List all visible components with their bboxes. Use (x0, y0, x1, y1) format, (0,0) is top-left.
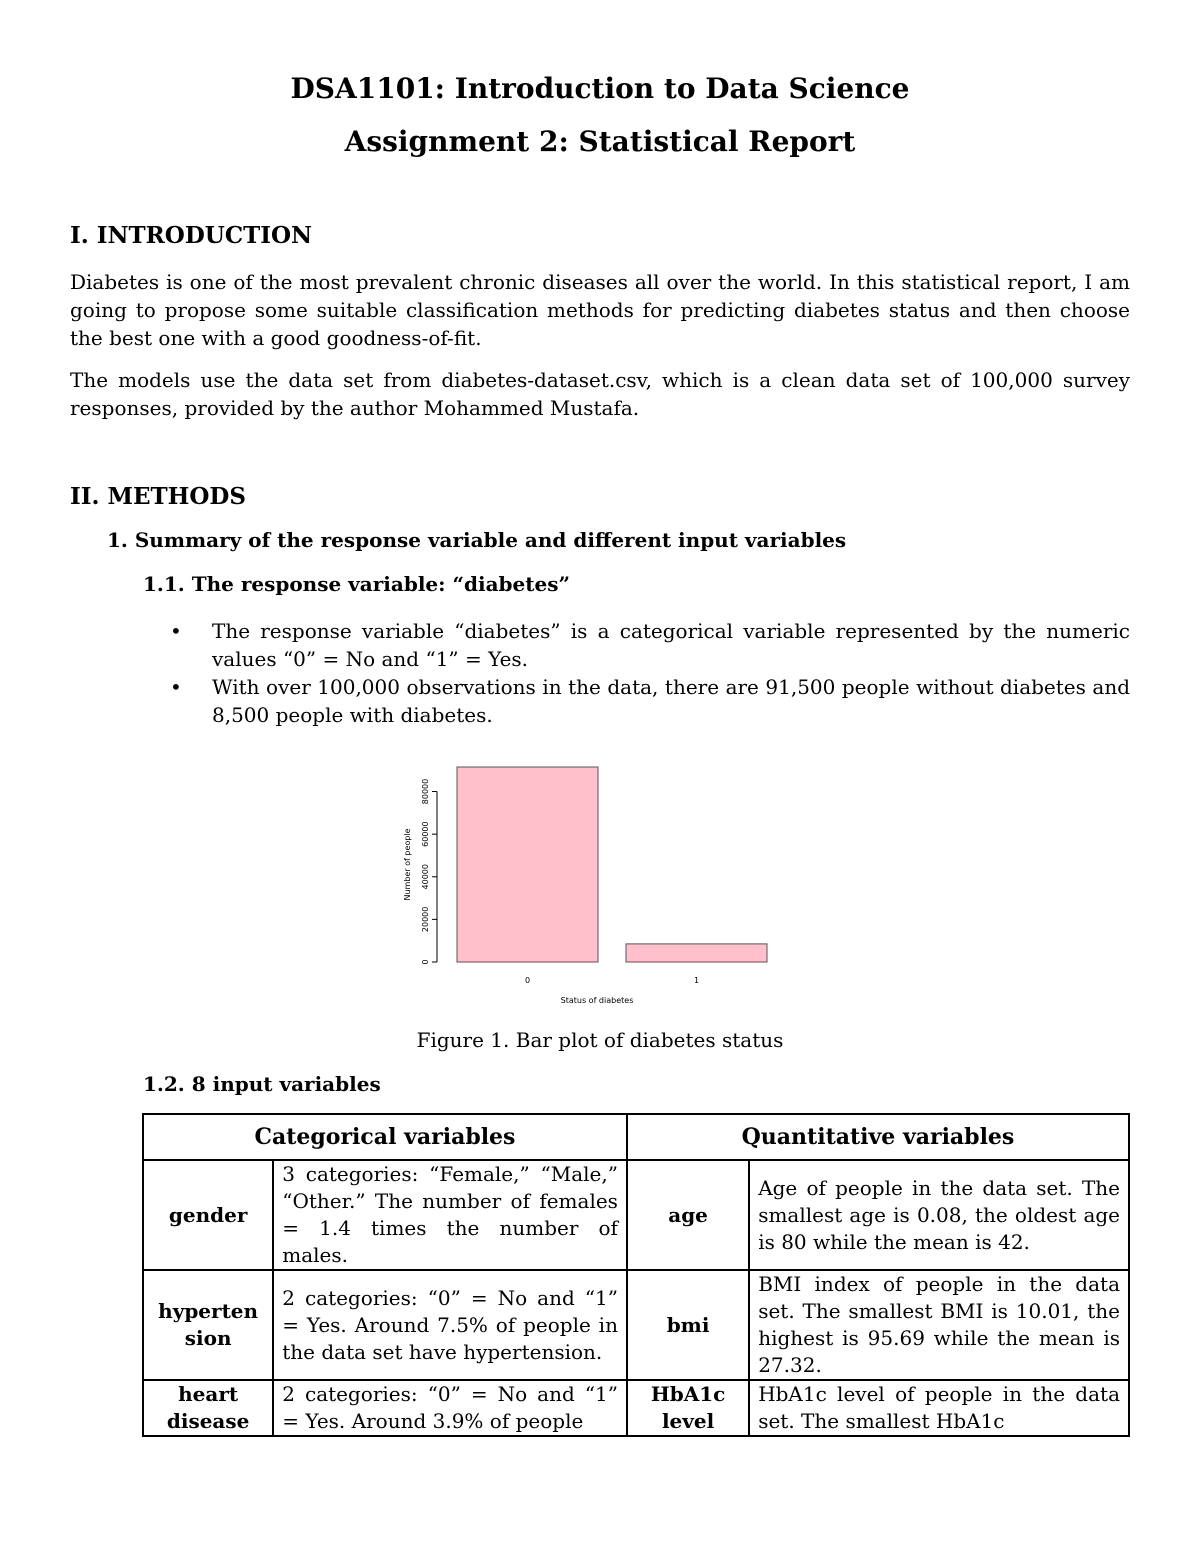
input-variables-table (142, 1113, 1130, 1437)
course-title: DSA1101: Introduction to Data Science (290, 72, 910, 105)
introduction-heading: I. INTRODUCTION (70, 222, 313, 249)
quantitative-header: Quantitative variables (627, 1114, 1129, 1160)
y-tick-label: 40000 (421, 864, 430, 890)
diabetes-bar-chart (390, 755, 790, 1015)
variable-description: 2 categories: “0” = No and “1” = Yes. Around 3.9% of people (273, 1380, 627, 1436)
variable-description: BMI index of people in the data set. The smallest BMI is 10.01, the highest is 95.69 while the mean is 27.32. (749, 1270, 1129, 1380)
bullet-text: The response variable “diabetes” is a categorical variable represented by the numeric values “0” = No and “1” = Yes. (212, 619, 1130, 671)
x-tick-label: 1 (693, 976, 700, 985)
variable-name: HbA1c level (627, 1380, 749, 1436)
table-row (143, 1160, 1129, 1270)
table-header-row (143, 1114, 1129, 1160)
y-tick-label: 20000 (421, 906, 430, 933)
table-row (143, 1380, 1129, 1436)
bar (626, 944, 767, 962)
introduction-paragraph-1: Diabetes is one of the most prevalent chronic diseases all over the world. In this statistical report, I am going to propose some suitable classification methods for predicting diabetes status and then choose the best one with a good goodness-of-fit. (70, 270, 1130, 350)
variable-name: bmi (627, 1270, 749, 1380)
variable-description: HbA1c level of people in the data set. The smallest HbA1c (749, 1380, 1129, 1436)
section-1-heading: 1. Summary of the response variable and different input variables (107, 528, 847, 552)
bullet-icon: • (170, 675, 182, 699)
bar (457, 767, 598, 962)
variable-description: 3 categories: “Female,” “Male,” “Other.” The number of females = 1.4 times the number of males. (273, 1160, 627, 1270)
bullet-text: With over 100,000 observations in the data, there are 91,500 people without diabetes and 8,500 people with diabetes. (212, 675, 1130, 727)
table-row (143, 1270, 1129, 1380)
bullet-icon: • (170, 619, 182, 643)
introduction-paragraph-2: The models use the data set from diabetes-dataset.csv, which is a clean data set of 100,000 survey responses, provided by the author Mohammed Mustafa. (70, 368, 1130, 420)
variable-name: heart disease (143, 1380, 273, 1436)
y-tick-label: 80000 (421, 778, 430, 805)
x-axis-label: Status of diabetes (560, 996, 634, 1005)
assignment-title: Assignment 2: Statistical Report (344, 125, 856, 158)
y-tick-label: 0 (421, 959, 430, 965)
variable-name: age (627, 1160, 749, 1270)
y-axis-label: Number of people (403, 828, 412, 901)
y-tick-label: 60000 (421, 821, 430, 847)
figure-caption: Figure 1. Bar plot of diabetes status (416, 1028, 784, 1052)
subsection-1-2-heading: 1.2. 8 input variables (143, 1072, 381, 1096)
variable-description: 2 categories: “0” = No and “1” = Yes. Around 7.5% of people in the data set have hypertension. (273, 1270, 627, 1380)
categorical-header: Categorical variables (143, 1114, 627, 1160)
subsection-1-1-heading: 1.1. The response variable: “diabetes” (143, 572, 570, 596)
variable-name: gender (143, 1160, 273, 1270)
x-tick-label: 0 (524, 976, 531, 985)
variable-name: hyperten sion (143, 1270, 273, 1380)
methods-heading: II. METHODS (70, 483, 246, 510)
variable-description: Age of people in the data set. The smallest age is 0.08, the oldest age is 80 while the mean is 42. (749, 1160, 1129, 1270)
